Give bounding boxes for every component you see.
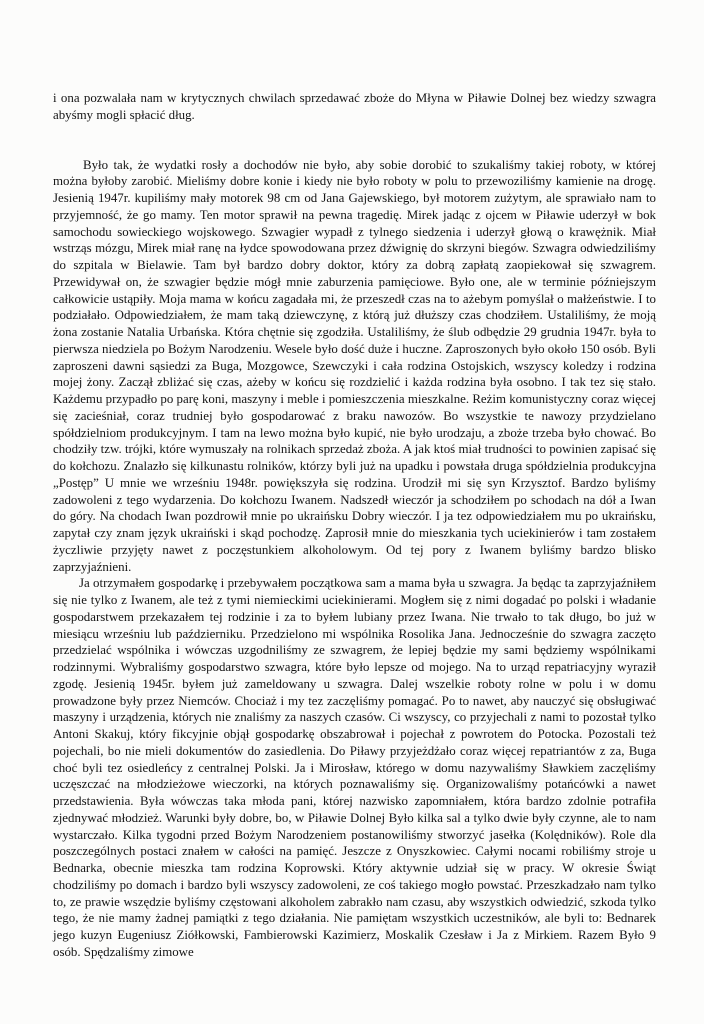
document-body — [53, 90, 656, 961]
paragraph-farm-story: Ja otrzymałem gospodarkę i przebywałem początkowa sam a mama była u szwagra. Ja będąc ta zaprzyjaźniłem się nie tylko z Iwanem, ale też z tymi niemieckimi uciekinierami. Mogłem się z nimi dogadać po polski i władanie gospodarstwem przekazałem tej rodzinie i za to byłem lubiany przez Iwana. Nie trwało to tak długo, bo już w miesiącu wrześniu lub październiku. Przedzielono mi wspólnika Rosolika Jana. Jednocześnie do szwagra zaczęto przedzielać wspólnika i wówczas uzgodniliśmy ze szwagrem, że lepiej będzie my sami będziemy wspólnikami rodzinnymi. Wybraliśmy gospodarstwo szwagra, które było lepsze od mojego. Na to urząd repatriacyjny wyraził zgodę. Jesienią 1945r. byłem już zameldowany u szwagra. Dalej wszelkie roboty rolne w polu i w domu prowadzone były przez Niemców. Chociaż i my tez zaczęliśmy pomagać. Po to nawet, aby nauczyć się obsługiwać maszyny i urządzenia, których nie znaliśmy za naszych czasów. Ci wszyscy, co przyjechali z nami to pozostał tylko Antoni Skakuj, który fikcyjnie objął gospodarkę obszabrował i pojechał z powrotem do Potocka. Pozostali też pojechali, bo nie mieli dokumentów do zasiedlenia. Do Piławy przyjeżdżało coraz więcej repatriantów z za, Buga choć byli tez osiedleńcy z centralnej Polski. Ja i Mirosław, którego w domu nazywaliśmy Sławkiem zaczęliśmy uczęszczać na młodzieżowe wieczorki, na których poznawaliśmy się. Organizowaliśmy potańcówki a nawet przedstawienia. Była wówczas taka młoda pani, której nazwisko zapomniałem, która bardzo zdolnie potrafiła zjednywać młodzież. Warunki były dobre, bo, w Piławie Dolnej Było kilka sal a tylko dwie były czynne, ale to nam wystarczało. Kilka tygodni przed Bożym Narodzeniem postanowiliśmy stworzyć jasełka (Kolędników). Role dla poszczególnych postaci znałem w całości na pamięć. Jeszcze z Onyszkowiec. Całymi nocami robiliśmy stroje u Bednarka, obecnie mieszka tam rodzina Koprowski. Który aktywnie udział się w pracy. W okresie Świąt chodziliśmy po domach i bardzo byli wszyscy zadowoleni, ze coś takiego mogło powstać. Przeszkadzało nam tylko to, ze prawie wszędzie byliśmy częstowani alkoholem zabrakło nam czasu, aby wszystkich odwiedzić, szkoda tylko tego, że nie mamy żadnej pamiątki z tego działania. Nie pamiętam wszystkich uczestników, ale byli to: Bednarek jego kuzyn Eugeniusz Ziółkowski, Fambierowski Kazimierz, Moskalik Czesław i Ja z Mirkiem. Razem Było 9 osób. Spędzaliśmy zimowe — [53, 576, 656, 959]
paragraph-wedding-story: Było tak, że wydatki rosły a dochodów nie było, aby sobie dorobić to szukaliśmy takiej roboty, w której można byłoby zarobić. Mieliśmy dobre konie i kiedy nie było roboty w polu to przewoziliśmy kamienie na drogę. Jesienią 1947r. kupiliśmy mały motorek 98 cm od Jana Gajewskiego, był motorem zużytym, ale sprawiało nam to przyjemność, że go mamy. Ten motor sprawił na pewna tragedię. Mirek jadąc z ojcem w Piławie uderzył w bok samochodu sowieckiego wojskowego. Szwagier wypadł z tylnego siedzenia i uderzył głową o krawężnik. Miał wstrząs mózgu, Mirek miał ranę na łydce spowodowana przez dźwignię do skrzyni biegów. Szwagra odwiedziliśmy do szpitala w Bielawie. Tam był bardzo dobry doktor, który za dobrą zapłatą zaopiekował się szwagrem. Przewidywał on, że szwagier będzie mógł mnie zaburzenia pamięciowe. Było one, ale w terminie późniejszym całkowicie ustąpiły. Moja mama w końcu zagadała mi, że przeszedł czas na to ażebym pomyślał o małżeństwie. I to podziałało. Odpowiedziałem, że mam taką dziewczynę, z którą już dłuższy czas chodziłem. Ustaliliśmy, że moją żona zostanie Natalia Urbańska. Która chętnie się zgodziła. Ustaliliśmy, że ślub odbędzie 29 grudnia 1947r. była to pierwsza niedziela po Bożym Narodzeniu. Wesele było dość duże i huczne. Zaproszonych było około 150 osób. Byli zaproszeni dawni sąsiedzi za Buga, Mozgowce, Szewczyki i cała rodzina Ostojskich, wszyscy koledzy i rodzina mojej żony. Zaczął zbliżać się czas, ażeby w końcu się rozdzielić i każda rodzina była osobno. I tak tez się stało. Każdemu przypadło po parę koni, maszyny i meble i pomieszczenia mieszkalne. Reżim komunistyczny coraz więcej się zacieśniał, coraz trudniej było gospodarować z braku nawozów. Bo wszystkie te nawozy przydzielano spółdzielniom produkcyjnym. I tam na lewo można było kupić, nie było urodzaju, a zboże trzeba było chować. Bo chodziły tzw. trójki, które wymuszały na rolnikach sprzedaż zboża. A jak ktoś miał trudności to powinien zapisać się do kołchozu. Znalazło się kilkunastu rolników, którzy byli już na upadku i powstała druga spółdzielnia produkcyjna „Postęp” U mnie we wrześniu 1948r. powiększyła się rodzina. Urodził mi się syn Krzysztof. Bardzo byliśmy zadowoleni z tego wydarzenia. Do kołchozu Iwanem. Nadszedł wieczór ja schodziłem po schodach na dół a Iwan do góry. Na chodach Iwan pozdrowił mnie po ukraińsku Dobry wieczór. I ja tez odpowiedziałem mu po ukraińsku, zapytał czy znam język ukraiński i skąd pochodzę. Zaprosił mnie do mieszkania tych uciekinierów i tam zostałem życzliwie przyjęty nawet z poczęstunkiem alkoholowym. Od tej pory z Iwanem byliśmy bardzo blisko zaprzyjaźnieni. — [53, 157, 656, 574]
paragraph-continuation: i ona pozwalała nam w krytycznych chwilach sprzedawać zboże do Młyna w Piławie Dolnej bez wiedzy szwagra abyśmy mogli spłacić dług. — [53, 91, 656, 122]
